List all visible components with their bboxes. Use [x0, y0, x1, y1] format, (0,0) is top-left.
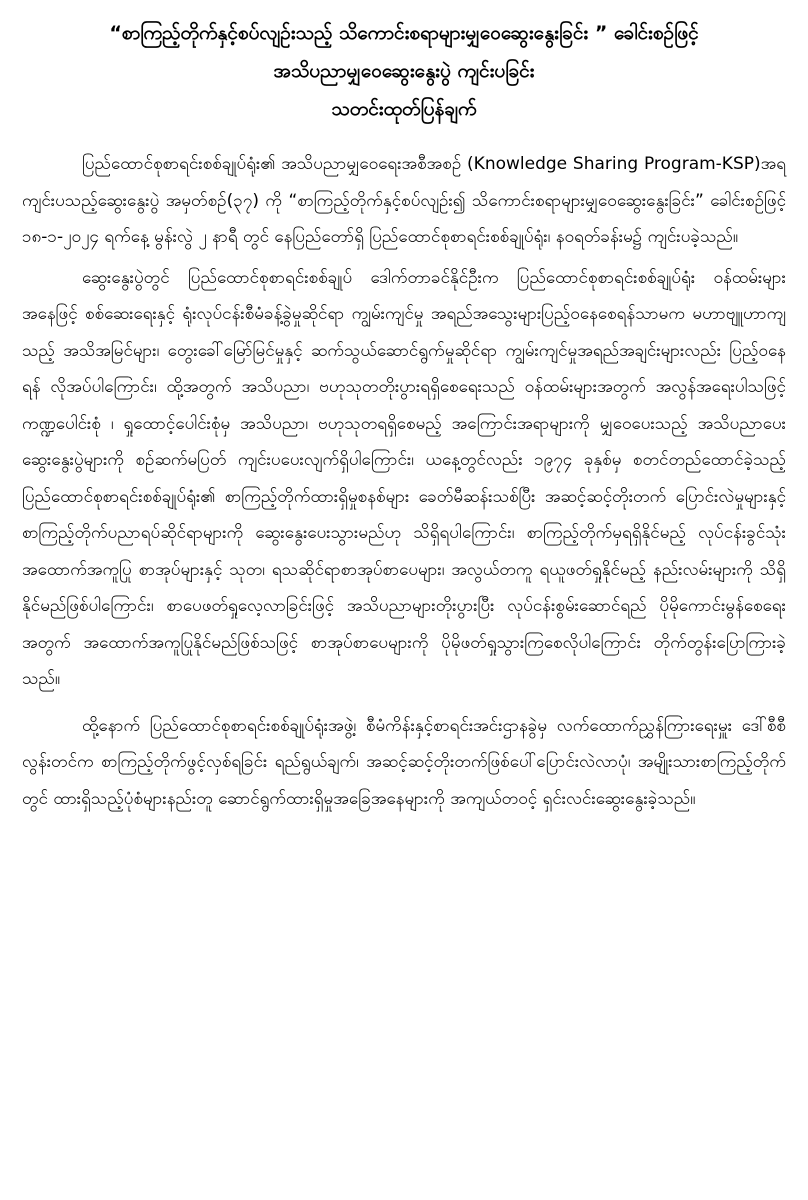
paragraph-3: ထို့နောက် ပြည်ထောင်စုစာရင်းစစ်ချုပ်ရုံးအဖွဲ့၊ စီမံကိန်းနှင့်စာရင်းအင်းဌာနခွဲမှ လက်ထောက်ညွှန်ကြားရေးမှူး ဒေါ်စီစီလွန်းတင်က စာကြည့်တိုက်ဖွင့်လှစ်ရခြင်း ရည်ရွယ်ချက်၊ အဆင့်ဆင့်တိုးတက်ဖြစ်ပေါ်ပြောင်းလဲလာပုံ၊ အမျိုးသားစာကြည့်တိုက်တွင် ထားရှိသည့်ပုံစံများနည်းတူ ဆောင်ရွက်ထားရှိမှုအခြေအနေများကို အကျယ်တဝင့် ရှင်းလင်းဆွေးနွေးခဲ့သည်။: [22, 715, 786, 809]
title-line-1: “စာကြည့်တိုက်နှင့်စပ်လျဉ်းသည့် သိကောင်းစရာများမျှဝေဆွေးနွေးခြင်း ” ခေါင်းစဉ်ဖြင့်: [109, 22, 699, 44]
title-block: [22, 14, 786, 128]
paragraph-2: ဆွေးနွေးပွဲတွင် ပြည်ထောင်စုစာရင်းစစ်ချုပ် ဒေါက်တာခင်နိုင်ဦးက ပြည်ထောင်စုစာရင်းစစ်ချုပ်ရုံး ဝန်ထမ်းများအနေဖြင့် စစ်ဆေးရေးနှင့် ရုံးလုပ်ငန်းစီမံခန့်ခွဲမှုဆိုင်ရာ ကျွမ်းကျင်မှု အရည်အသွေးများပြည့်ဝနေစေရန်သာမက မဟာဗျူဟာကျသည့် အသိအမြင်များ၊ တွေးခေါ်မြော်မြင်မှုနှင့် ဆက်သွယ်ဆောင်ရွက်မှုဆိုင်ရာ ကျွမ်းကျင်မှုအရည်အချင်းများလည်း ပြည့်ဝနေရန် လိုအပ်ပါကြောင်း၊ ထို့အတွက် အသိပညာ၊ ဗဟုသုတတိုးပွားရရှိစေရေးသည် ဝန်ထမ်းများအတွက် အလွန်အရေးပါသဖြင့် ကဏ္ဍပေါင်းစုံ ၊ ရှုထောင့်ပေါင်းစုံမှ အသိပညာ၊ ဗဟုသုတရရှိစေမည့် အကြောင်းအရာများကို မျှဝေပေးသည့် အသိပညာပေးဆွေးနွေးပွဲများကို စဉ်ဆက်မပြတ် ကျင်းပပေးလျက်ရှိပါကြောင်း၊ ယနေ့တွင်လည်း ၁၉၇၄ ခုနှစ်မှ စတင်တည်ထောင်ခဲ့သည့် ပြည်ထောင်စုစာရင်းစစ်ချုပ်ရုံး၏ စာကြည့်တိုက်ထားရှိမှုစနစ်များ ခေတ်မီဆန်းသစ်ပြီး အဆင့်ဆင့်တိုးတက် ပြောင်းလဲမှုများနှင့် စာကြည့်တိုက်ပညာရပ်ဆိုင်ရာများကို ဆွေးနွေးပေးသွားမည်ဟု သိရှိရပါကြောင်း၊ စာကြည့်တိုက်မှရရှိနိုင်မည့် လုပ်ငန်းခွင်သုံးအထောက်အကူပြု စာအုပ်များနှင့် သုတ၊ ရသဆိုင်ရာစာအုပ်စာပေများ၊ အလွယ်တကူ ရယူဖတ်ရှုနိုင်မည့် နည်းလမ်းများကို သိရှိနိုင်မည်ဖြစ်ပါကြောင်း၊ စာပေဖတ်ရှုလေ့လာခြင်းဖြင့် အသိပညာများတိုးပွားပြီး လုပ်ငန်းစွမ်းဆောင်ရည် ပိုမိုကောင်းမွန်စေရေးအတွက် အထောက်အကူပြုနိုင်မည်ဖြစ်သဖြင့် စာအုပ်စာပေများကို ပိုမိုဖတ်ရှုသွားကြစေလိုပါကြောင်း တိုက်တွန်းပြောကြားခဲ့သည်။: [22, 267, 786, 689]
paragraph-1: ပြည်ထောင်စုစာရင်းစစ်ချုပ်ရုံး၏ အသိပညာမျှဝေရေးအစီအစဉ် (Knowledge Sharing Program-KSP)အရ ကျင်းပသည့်ဆွေးနွေးပွဲ အမှတ်စဉ်(၃၇) ကို “စာကြည့်တိုက်နှင့်စပ်လျဉ်း၍ သိကောင်းစရာများမျှဝေဆွေးနွေးခြင်း” ခေါင်းစဉ်ဖြင့် ၁၈-၁-၂၀၂၄ ရက်နေ့ မွန်းလွဲ ၂ နာရီ တွင် နေပြည်တော်ရှိ ပြည်ထောင်စုစာရင်းစစ်ချုပ်ရုံး၊ နဝရတ်ခန်းမ၌ ကျင်းပခဲ့သည်။: [22, 154, 786, 247]
title-line-3: သတင်းထုတ်ပြန်ချက်: [331, 98, 477, 120]
title-line-2: အသိပညာမျှဝေဆွေးနွေးပွဲ ကျင်းပခြင်း: [273, 60, 535, 82]
